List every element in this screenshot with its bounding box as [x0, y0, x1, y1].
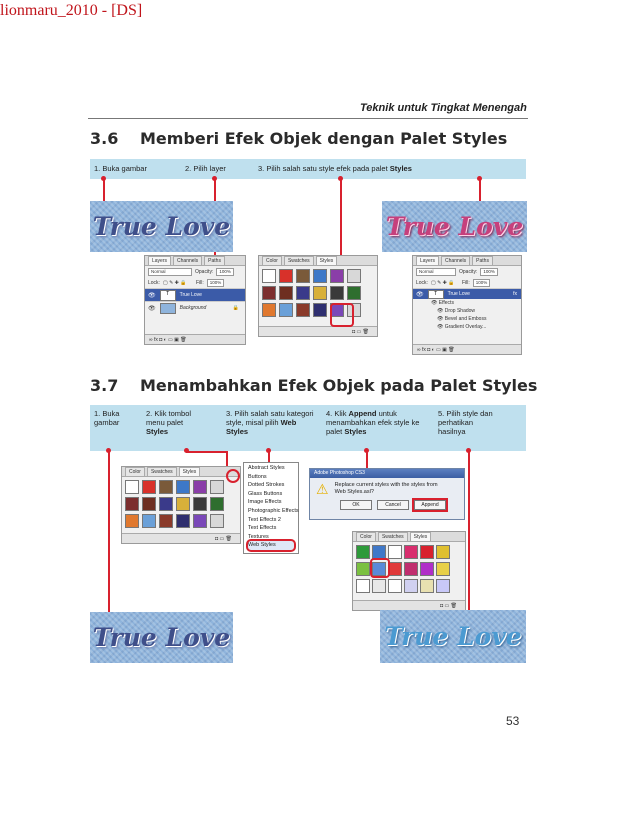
- layer-row-text[interactable]: [145, 288, 245, 301]
- effects-list: [413, 299, 521, 331]
- style-swatch[interactable]: [356, 579, 370, 593]
- style-swatch[interactable]: [279, 303, 293, 317]
- effects-heading: Effects: [438, 300, 454, 306]
- tab-swatches[interactable]: Swatches: [378, 532, 408, 541]
- step-text: Klik tombol menu palet: [146, 409, 192, 427]
- style-swatch[interactable]: [356, 562, 370, 576]
- lock-icons[interactable]: ▢ ✎ ✚ 🔒: [430, 279, 455, 286]
- step-bold: Styles: [389, 164, 412, 173]
- step-bold: Web Styles: [226, 418, 297, 436]
- text-layer-thumb-icon: T: [160, 290, 176, 301]
- layer-name: True Love: [447, 291, 470, 297]
- step-text: Pilih style dan perhatikan hasilnya: [438, 409, 493, 436]
- menu-item[interactable]: Image Effects: [248, 499, 282, 506]
- layers-panel: [144, 255, 246, 345]
- effect-item[interactable]: 👁 Drop Shadow: [437, 308, 476, 314]
- opacity-label: Opacity:: [195, 268, 214, 275]
- style-swatch[interactable]: [193, 514, 207, 528]
- menu-item[interactable]: Glass Buttons: [248, 490, 283, 497]
- step-number: 2.: [185, 164, 192, 173]
- step-bold: Styles: [146, 427, 169, 436]
- layer-row-background[interactable]: [145, 301, 245, 314]
- style-swatch[interactable]: [279, 269, 293, 283]
- pointer-dot: [184, 448, 189, 453]
- styles-panel-tabs: [259, 256, 377, 266]
- style-swatch[interactable]: [404, 579, 418, 593]
- section-2-title: Menambahkan Efek Objek pada Palet Styles: [140, 376, 538, 395]
- pointer-dot: [106, 448, 111, 453]
- true-love-text: True Love: [92, 212, 231, 241]
- step-text: untuk menambahkan efek style ke palet: [326, 409, 420, 436]
- fill-label: Fill:: [461, 279, 470, 286]
- menu-item[interactable]: Text Effects: [248, 525, 277, 532]
- step-text: Pilih salah satu kategori style, misal pilih: [226, 409, 314, 427]
- ok-button[interactable]: OK: [340, 500, 372, 510]
- fx-icon: fx: [513, 291, 517, 297]
- step-number: 2.: [146, 409, 153, 418]
- effect-name: Gradient Overlay...: [444, 324, 487, 330]
- style-swatch[interactable]: [388, 545, 402, 559]
- tab-channels[interactable]: Channels: [441, 256, 470, 265]
- section-2-step-1: [94, 409, 134, 427]
- style-swatch[interactable]: [159, 514, 173, 528]
- cancel-button[interactable]: Cancel: [377, 500, 409, 510]
- effect-item[interactable]: 👁 Bevel and Emboss: [437, 316, 487, 322]
- layer-thumb: [160, 303, 176, 314]
- section-1-step-1: [94, 164, 147, 173]
- style-swatch[interactable]: [296, 303, 310, 317]
- dialog-message: Replace current styles with the styles from Web Styles.asl?: [334, 482, 438, 495]
- menu-item[interactable]: Buttons: [248, 473, 267, 480]
- menu-item[interactable]: Abstract Styles: [248, 465, 285, 471]
- style-swatch[interactable]: [436, 545, 450, 559]
- true-love-text-styled: True Love: [385, 212, 524, 241]
- layers-footer-icons[interactable]: ∞ fx ◘ ◐ ▭ ▣ 🗑: [145, 334, 245, 344]
- fill-field[interactable]: 100%: [473, 279, 491, 287]
- true-love-image-after: [382, 201, 527, 252]
- style-swatch[interactable]: [420, 579, 434, 593]
- menu-item-web-styles[interactable]: Web Styles: [248, 541, 294, 550]
- styles-menu: [243, 462, 299, 554]
- style-swatch[interactable]: [296, 269, 310, 283]
- step-text: Pilih salah satu style efek pada palet: [266, 164, 388, 173]
- style-swatch[interactable]: [356, 545, 370, 559]
- pointer-line: [186, 451, 228, 453]
- style-swatch[interactable]: [296, 286, 310, 300]
- step-bold: Append: [348, 409, 377, 418]
- step-number: 3.: [226, 409, 233, 418]
- tab-swatches[interactable]: Swatches: [147, 467, 177, 476]
- step-number: 3.: [258, 164, 265, 173]
- style-swatch[interactable]: [176, 497, 190, 511]
- style-swatch[interactable]: [125, 497, 139, 511]
- true-love-image-after-2: [380, 610, 526, 663]
- tab-styles[interactable]: Styles: [179, 467, 201, 476]
- section-2-number: 3.7: [90, 376, 119, 395]
- menu-item[interactable]: Photographic Effects: [248, 507, 299, 514]
- layer-name: True Love: [179, 292, 202, 298]
- effect-name: Bevel and Emboss: [444, 316, 487, 322]
- style-swatch[interactable]: [347, 269, 361, 283]
- style-swatch[interactable]: [262, 303, 276, 317]
- true-love-text-styled: True Love: [384, 622, 522, 651]
- styles-footer-icons[interactable]: ◘ ▭ 🗑: [259, 326, 377, 336]
- style-swatch[interactable]: [142, 497, 156, 511]
- tab-layers[interactable]: Layers: [416, 256, 439, 265]
- step-text: Klik: [334, 409, 347, 418]
- true-love-image-before: [90, 201, 233, 252]
- section-1-step-2: [185, 164, 226, 173]
- style-swatch[interactable]: [193, 480, 207, 494]
- selected-style-highlight: [330, 303, 354, 327]
- step-number: 1.: [94, 409, 101, 418]
- append-dialog: [309, 468, 465, 520]
- style-swatch[interactable]: [125, 514, 139, 528]
- style-swatch[interactable]: [159, 497, 173, 511]
- tab-swatches[interactable]: Swatches: [284, 256, 314, 265]
- section-1-title: Memberi Efek Objek dengan Palet Styles: [140, 129, 508, 148]
- style-swatch[interactable]: [372, 545, 386, 559]
- menu-item[interactable]: Text Effects 2: [248, 516, 281, 523]
- true-love-text: True Love: [92, 623, 231, 652]
- style-swatch[interactable]: [313, 303, 327, 317]
- style-swatch[interactable]: [388, 562, 402, 576]
- style-swatch[interactable]: [193, 497, 207, 511]
- lock-icon: 🔒: [232, 305, 239, 311]
- lock-label: Lock:: [416, 279, 428, 286]
- style-swatch[interactable]: [436, 562, 450, 576]
- eye-icon[interactable]: 👁: [416, 291, 424, 298]
- style-swatch[interactable]: [176, 480, 190, 494]
- effect-item[interactable]: 👁 Gradient Overlay...: [437, 324, 487, 330]
- warning-icon: ⚠: [316, 481, 329, 497]
- effects-label: 👁 Effects: [431, 300, 454, 306]
- step-bold: Styles: [344, 427, 367, 436]
- style-swatch[interactable]: [313, 269, 327, 283]
- style-swatch[interactable]: [125, 480, 139, 494]
- step-text: Buka gambar: [102, 164, 147, 173]
- watermark: lionmaru_2010 - [DS]: [0, 2, 143, 19]
- section-1-number: 3.6: [90, 129, 119, 148]
- style-swatch[interactable]: [176, 514, 190, 528]
- fill-label: Fill:: [195, 279, 204, 286]
- dialog-title: Adobe Photoshop CS3: [310, 469, 464, 478]
- pointer-dot: [266, 448, 271, 453]
- tab-color[interactable]: Color: [356, 532, 376, 541]
- true-love-image-before-2: [90, 612, 233, 663]
- step-number: 4.: [326, 409, 333, 418]
- blend-mode-select[interactable]: Normal: [148, 268, 192, 276]
- style-swatch[interactable]: [279, 286, 293, 300]
- styles-panel: [258, 255, 378, 337]
- style-swatch[interactable]: [210, 514, 224, 528]
- section-2-step-4: [326, 409, 424, 436]
- tab-layers[interactable]: Layers: [148, 256, 171, 265]
- pointer-dot: [338, 176, 343, 181]
- pointer-line: [108, 451, 110, 613]
- style-swatch[interactable]: [404, 545, 418, 559]
- style-swatch[interactable]: [210, 480, 224, 494]
- style-swatch[interactable]: [388, 579, 402, 593]
- append-button[interactable]: Append: [414, 500, 446, 510]
- step-number: 5.: [438, 409, 445, 418]
- styles-footer-icons[interactable]: ◘ ▭ 🗑: [122, 533, 240, 543]
- pointer-dot: [212, 176, 217, 181]
- opacity-field[interactable]: 100%: [480, 268, 498, 276]
- style-swatch[interactable]: [330, 269, 344, 283]
- style-swatch[interactable]: [142, 480, 156, 494]
- section-2-step-3: [226, 409, 314, 436]
- page-number: 53: [506, 714, 520, 728]
- tab-paths[interactable]: Paths: [204, 256, 225, 265]
- menu-item[interactable]: Textures: [248, 533, 269, 540]
- styles-grid: [259, 266, 377, 320]
- style-swatch[interactable]: [210, 497, 224, 511]
- pointer-dot: [466, 448, 471, 453]
- style-swatch[interactable]: [436, 579, 450, 593]
- pointer-dot: [364, 448, 369, 453]
- opacity-label: Opacity:: [459, 268, 478, 275]
- style-swatch[interactable]: [420, 562, 434, 576]
- style-swatch[interactable]: [404, 562, 418, 576]
- section-2-step-2: [146, 409, 202, 436]
- style-swatch[interactable]: [330, 286, 344, 300]
- opacity-field[interactable]: 100%: [216, 268, 234, 276]
- fill-field[interactable]: 100%: [207, 279, 225, 287]
- style-swatch[interactable]: [159, 480, 173, 494]
- effect-name: Drop Shadow: [444, 308, 476, 314]
- style-swatch[interactable]: [347, 286, 361, 300]
- step-text: Buka gambar: [94, 409, 120, 427]
- pointer-line: [468, 451, 470, 611]
- styles-footer-icons[interactable]: ◘ ▭ 🗑: [353, 600, 465, 610]
- tab-channels[interactable]: Channels: [173, 256, 202, 265]
- style-swatch[interactable]: [142, 514, 156, 528]
- running-header: Teknik untuk Tingkat Menengah: [360, 102, 527, 114]
- tab-color[interactable]: Color: [262, 256, 282, 265]
- style-swatch[interactable]: [262, 286, 276, 300]
- style-swatch[interactable]: [313, 286, 327, 300]
- layers-panel-tabs: [413, 256, 521, 266]
- style-swatch[interactable]: [262, 269, 276, 283]
- step-number: 1.: [94, 164, 101, 173]
- header-rule: [88, 118, 528, 119]
- styles-panel-tabs: [122, 467, 240, 477]
- tab-paths[interactable]: Paths: [472, 256, 493, 265]
- style-swatch[interactable]: [372, 579, 386, 593]
- eye-icon[interactable]: 👁: [148, 305, 156, 312]
- selected-web-style-highlight: [370, 558, 390, 578]
- menu-item[interactable]: Dotted Strokes: [248, 482, 285, 489]
- pointer-dot: [101, 176, 106, 181]
- section-2-step-5: [438, 409, 502, 436]
- layers-panel-effects: [412, 255, 522, 355]
- pointer-dot: [477, 176, 482, 181]
- tab-color[interactable]: Color: [125, 467, 145, 476]
- eye-icon[interactable]: 👁: [148, 292, 156, 299]
- tab-styles[interactable]: Styles: [316, 256, 338, 265]
- pointer-line: [103, 179, 105, 201]
- layers-footer-icons[interactable]: ∞ fx ◘ ◐ ▭ ▣ 🗑: [413, 344, 521, 354]
- text-layer-thumb-icon: T: [428, 290, 444, 299]
- blend-mode-select[interactable]: Normal: [416, 268, 456, 276]
- lock-label: Lock:: [148, 279, 160, 286]
- lock-icons[interactable]: ▢ ✎ ✚ 🔒: [162, 279, 187, 286]
- pointer-line: [479, 179, 481, 201]
- layers-panel-tabs: [145, 256, 245, 266]
- styles-panel-tabs: [353, 532, 465, 542]
- styles-grid: [122, 477, 240, 531]
- layer-row-text[interactable]: [413, 288, 521, 299]
- styles-panel-2: [121, 466, 241, 544]
- palette-menu-button-highlight[interactable]: [226, 469, 240, 483]
- section-1-step-3: [258, 164, 412, 173]
- tab-styles[interactable]: Styles: [410, 532, 432, 541]
- step-text: Pilih layer: [193, 164, 226, 173]
- layer-name: Background: [179, 305, 207, 311]
- style-swatch[interactable]: [420, 545, 434, 559]
